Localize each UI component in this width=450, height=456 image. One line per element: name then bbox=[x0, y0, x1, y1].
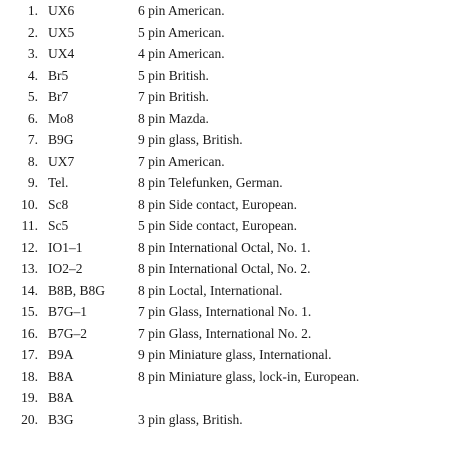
base-code: Mo8 bbox=[48, 110, 74, 126]
base-description: 8 pin International Octal, No. 1. bbox=[138, 239, 311, 255]
item-number: 12. bbox=[21, 239, 38, 255]
list-item bbox=[0, 0, 450, 22]
base-code: B7G–1 bbox=[48, 304, 88, 319]
item-number: 2. bbox=[27, 24, 38, 40]
base-description: 8 pin Telefunken, German. bbox=[138, 175, 283, 190]
base-description: 3 pin glass, British. bbox=[138, 411, 243, 427]
base-code: B8A bbox=[48, 390, 74, 405]
base-code: IO2–2 bbox=[48, 261, 83, 276]
base-description: 7 pin Glass, International No. 2. bbox=[138, 325, 312, 341]
item-number: 10. bbox=[21, 196, 38, 212]
item-number: 9. bbox=[27, 175, 38, 190]
item-number: 13. bbox=[21, 261, 38, 276]
base-code: UX4 bbox=[48, 46, 75, 61]
list-item bbox=[0, 280, 450, 302]
base-description: 4 pin American. bbox=[138, 46, 225, 61]
list-item bbox=[0, 22, 450, 44]
item-number: 5. bbox=[27, 89, 38, 104]
list-item bbox=[0, 86, 450, 108]
base-description: 8 pin Mazda. bbox=[138, 110, 209, 126]
base-description: 5 pin British. bbox=[138, 67, 209, 83]
item-number: 6. bbox=[27, 110, 38, 126]
list-item bbox=[0, 344, 450, 366]
item-number: 7. bbox=[27, 132, 38, 147]
item-number: 15. bbox=[21, 304, 38, 319]
item-number: 18. bbox=[21, 368, 38, 384]
base-code: UX6 bbox=[48, 3, 75, 18]
list-item bbox=[0, 129, 450, 151]
base-code: B9A bbox=[48, 347, 74, 362]
item-number: 19. bbox=[21, 390, 38, 405]
item-number: 17. bbox=[21, 347, 38, 362]
item-number: 3. bbox=[27, 46, 38, 61]
list-item bbox=[0, 172, 450, 194]
base-description: 5 pin Side contact, European. bbox=[138, 218, 297, 233]
item-number: 8. bbox=[27, 153, 38, 169]
base-description: 9 pin Miniature glass, International. bbox=[138, 347, 332, 362]
base-code: Tel. bbox=[48, 175, 69, 190]
item-number: 11. bbox=[21, 218, 38, 233]
base-description: 8 pin Miniature glass, lock-in, European. bbox=[138, 368, 360, 384]
base-code: IO1–1 bbox=[48, 239, 83, 255]
list-item bbox=[0, 65, 450, 87]
base-code: B3G bbox=[48, 411, 74, 427]
base-description: 6 pin American. bbox=[138, 3, 225, 18]
base-description: 7 pin American. bbox=[138, 153, 225, 169]
base-description: 9 pin glass, British. bbox=[138, 132, 243, 147]
base-description: 8 pin Side contact, European. bbox=[138, 196, 297, 212]
base-code: B8B, B8G bbox=[48, 282, 106, 298]
list-item bbox=[0, 409, 450, 431]
base-code: Sc5 bbox=[48, 218, 69, 233]
list-item bbox=[0, 237, 450, 259]
list-item bbox=[0, 366, 450, 388]
list-item bbox=[0, 258, 450, 280]
base-description: 5 pin American. bbox=[138, 24, 225, 40]
base-code: Br5 bbox=[48, 67, 69, 83]
list-item bbox=[0, 194, 450, 216]
list-item bbox=[0, 215, 450, 237]
item-number: 20. bbox=[21, 411, 38, 427]
list-item bbox=[0, 387, 450, 409]
base-code: Br7 bbox=[48, 89, 69, 104]
base-description: 7 pin British. bbox=[138, 89, 209, 104]
list-item bbox=[0, 323, 450, 345]
base-description: 8 pin Loctal, International. bbox=[138, 282, 283, 298]
base-code: B7G–2 bbox=[48, 325, 88, 341]
base-code: B9G bbox=[48, 132, 74, 147]
base-code: Sc8 bbox=[48, 196, 69, 212]
item-number: 4. bbox=[27, 67, 38, 83]
list-item bbox=[0, 301, 450, 323]
item-number: 1. bbox=[27, 3, 38, 18]
base-description: 7 pin Glass, International No. 1. bbox=[138, 304, 312, 319]
item-number: 14. bbox=[21, 282, 38, 298]
base-code: UX5 bbox=[48, 24, 75, 40]
list-item bbox=[0, 108, 450, 130]
base-code: UX7 bbox=[48, 153, 75, 169]
base-code: B8A bbox=[48, 368, 74, 384]
list-item bbox=[0, 151, 450, 173]
base-description: 8 pin International Octal, No. 2. bbox=[138, 261, 311, 276]
list-item bbox=[0, 43, 450, 65]
item-number: 16. bbox=[21, 325, 38, 341]
